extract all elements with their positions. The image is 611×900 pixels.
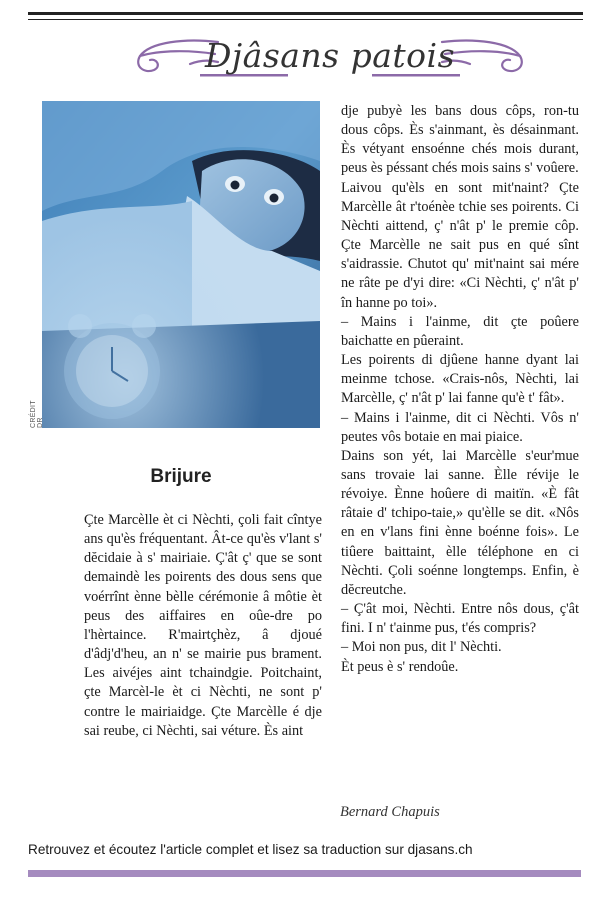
article-photo [42, 101, 320, 428]
footer-bar [28, 870, 581, 877]
paragraph: dje pubyè les bans dous côps, ron-tu dous côps. Ès s'ainmant, ès désainmant. Ès vétyant ensoénne chés mois durant, peus ès péssant chés mois sains s' voûere. [341, 103, 579, 177]
paragraph: Çte Marcèlle èt ci Nèchti, çoli fait cîntye ans qu'ès fréquentant. Ât-ce qu'ès v'lant s' dĕcidaie à s' mairiaie. Ç'ât ç' que se sont demaindè les poirents des dous sens que voérrînt ènne bèlle cérémonie â môtie èt peus des aiffaires en oûe-dre po l'hèrtaince. R'mairtçhèz, â djoué d'âdj'd'heu, an n' se mairie pus brament. Les aivéjes aint tchaindgie. Poitchaint, çte Marcèl-le èt ci Nèchti, ne sont p' contre le mairiaidge. Çte Marcèlle é dje sai reube, ci Nèchti, sai véture. Ès aint [84, 512, 322, 739]
article-column-right [341, 102, 579, 677]
top-rule-thin [28, 19, 583, 20]
paragraph: Les poirents di djûene hanne dyant lai meinme tchose. «Crais-nôs, Nèchti, lai Marcèlle, ç' n'ât p' lai fanne qu'è t' fât». [341, 352, 579, 407]
paragraph: – Mains i l'ainme, dit ci Nèchti. Vôs n' peutes vôs botaie en mai piaice. [341, 409, 579, 445]
article-title: Brijure [150, 466, 212, 487]
photo-woman-alarm-clock [42, 101, 320, 428]
article-column-left [84, 511, 322, 741]
top-rule-thick [28, 12, 583, 15]
paragraph: Dains son yét, lai Marcèlle s'eur'mue sans trovaie lai sanne. Èlle révije le révoiye. Ènne hoûere di maitïn. «È fât râtaie d' tchipo-taie,» qu'èlle se dit. «Nôs en en v'lans fini ènne boénne fois». Le tiûere baittaint, èlle téléphone en ci Nèchti. Çoli soénne longtemps. Enfin, è dĕcreutche. [341, 447, 579, 598]
paragraph: Èt peus è s' rendoûe. [341, 658, 459, 675]
footer-link-text[interactable]: Retrouvez et écoutez l'article complet et lisez sa traduction sur djasans.ch [28, 842, 473, 857]
masthead-title: Djâsans patois [204, 36, 456, 75]
paragraph: – Ç'ât moi, Nèchti. Entre nôs dous, ç'ât fini. I n' t'ainme pus, t'és compris? [341, 601, 579, 637]
photo-credit: CRÉDIT DR [30, 400, 44, 428]
paragraph: – Moi non pus, dit l' Nèchti. [341, 639, 502, 656]
paragraph: Laivou qu'èls en sont mit'naint? Çte Marcèlle ât r'toénèe tchie ses poirents. Ci Nèchti aittend, ç' n'ât p' le premie côp. Çte Marcèlle ne sait pus en qué sînt s'aidrassie. Chutot qu' mit'naint sai mére ne râte pe d'yi dire: «Ci Nèchti, ç' n'ât p' în hanne po toi». [341, 179, 579, 311]
paragraph: – Mains i l'ainme, dit çte poûere baichatte en pûeraint. [341, 313, 579, 349]
author-signature: Bernard Chapuis [340, 804, 440, 820]
masthead [130, 30, 530, 88]
